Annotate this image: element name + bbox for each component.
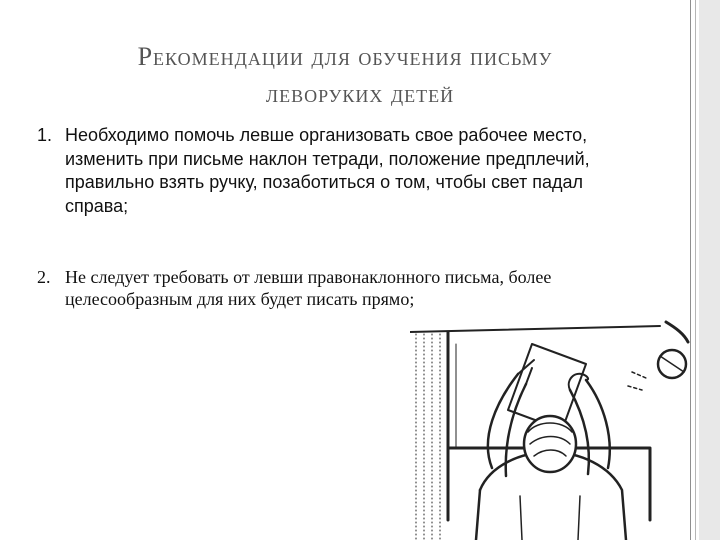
border-band (699, 0, 720, 540)
right-border-decoration (690, 0, 720, 540)
title-line-2: леворуких детей (265, 79, 455, 108)
title-line-1: Рекомендации для обучения письму (137, 42, 553, 71)
list-item (37, 266, 597, 310)
list-item-text: Необходимо помочь левше организовать свое рабочее место, изменить при письме наклон тетради, положение предплечий, правильно взять ручку, позаботиться о том, чтобы свет падал справа; (65, 125, 590, 216)
list-item-number: 2. (37, 267, 51, 287)
left-handed-child-writing-illustration (410, 320, 692, 540)
list-item-text: Не следует требовать от левши правонаклонного письма, более целесообразным для них будет писать прямо; (65, 267, 552, 309)
border-line (695, 0, 696, 540)
list-item (37, 124, 597, 218)
list-item-number: 1. (37, 125, 53, 145)
slide-title (0, 40, 690, 114)
